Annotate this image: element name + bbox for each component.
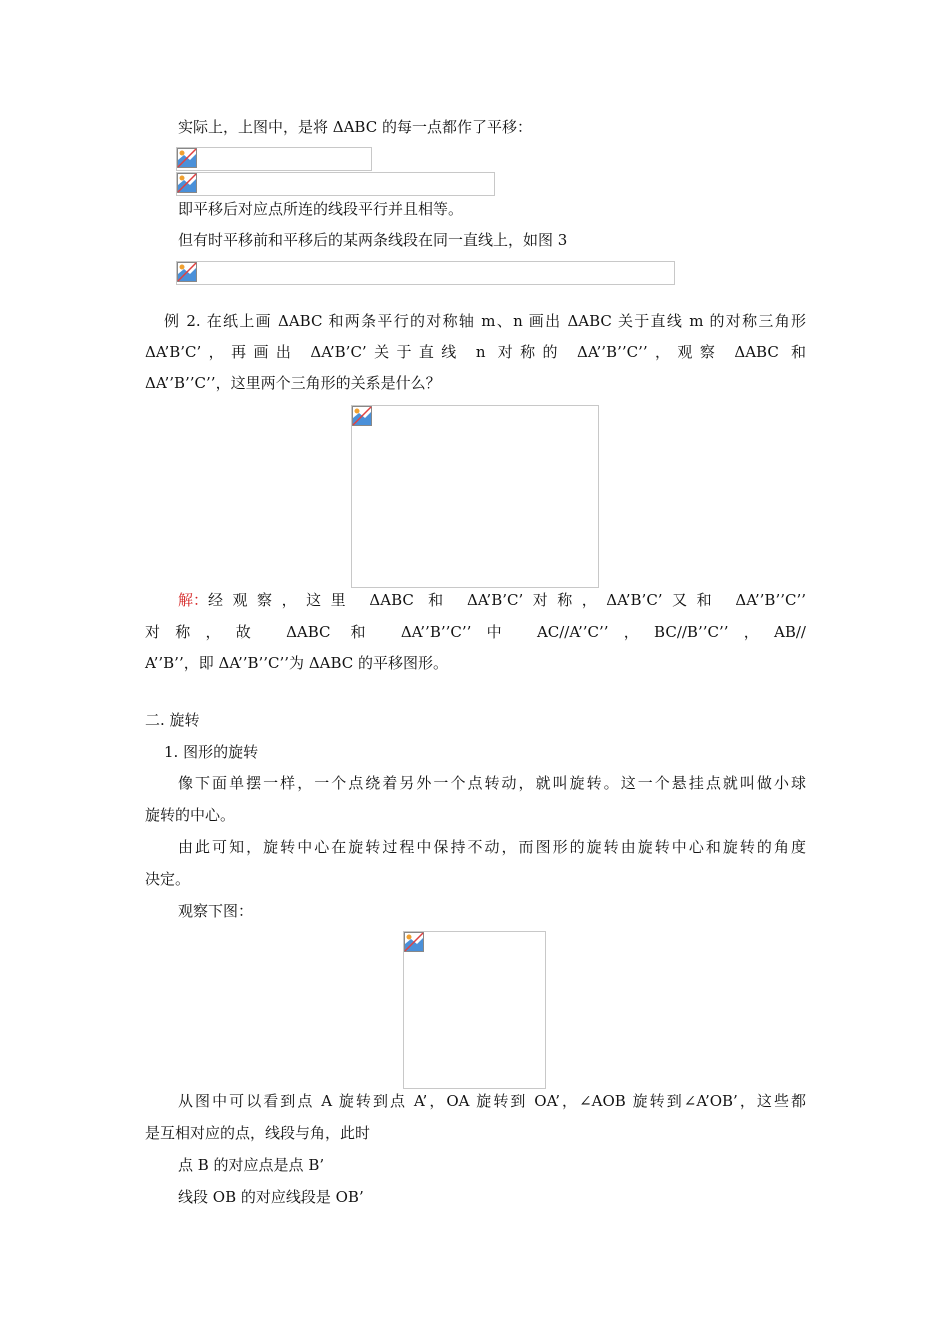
paragraph-translation-intro: 实际上，上图中，是将 ΔABC 的每一点都作了平移：: [178, 118, 532, 136]
rotation-para4-line1: 从图中可以看到点 A 旋转到点 A’，OA 旋转到 OA’，∠AOB 旋转到∠A’OB’，这些都: [178, 1092, 806, 1110]
solution-label: 解：: [178, 591, 209, 609]
example2-line1: 例 2. 在纸上画 ΔABC 和两条平行的对称轴 m、n 画出 ΔABC 关于直线 m 的对称三角形: [164, 312, 806, 330]
example2-line2: ΔA’B’C’，再画出 ΔA’B’C’关于直线 n 对称的 ΔA’’B’’C’’，观察 ΔABC 和: [145, 343, 806, 361]
broken-image-icon: [177, 262, 197, 282]
example2-line3: ΔA’’B’’C’’，这里两个三角形的关系是什么？: [145, 374, 441, 392]
section-heading-rotation: 二. 旋转: [145, 711, 200, 729]
image-placeholder-rotation: [403, 931, 546, 1089]
image-placeholder-1: [176, 147, 372, 171]
image-placeholder-figure3: [176, 261, 675, 285]
broken-image-icon: [352, 406, 372, 426]
broken-image-icon: [404, 932, 424, 952]
rotation-para2-line2: 决定。: [145, 870, 191, 888]
rotation-para4-line2: 是互相对应的点，线段与角，此时: [145, 1124, 371, 1142]
solution-line1: 经观察，这里 ΔABC 和 ΔA’B’C’对称，ΔA’B’C’又和 ΔA’’B’’C’’: [208, 591, 806, 609]
paragraph-same-line: 但有时平移前和平移后的某两条线段在同一直线上，如图 3: [178, 231, 568, 249]
solution-line3: A’’B’’，即 ΔA’’B’’C’’为 ΔABC 的平移图形。: [145, 654, 449, 672]
rotation-para1-line2: 旋转的中心。: [145, 806, 236, 824]
broken-image-icon: [177, 173, 197, 193]
image-placeholder-2: [176, 172, 495, 196]
observe-figure-text: 观察下图：: [178, 902, 254, 920]
rotation-para2-line1: 由此可知，旋转中心在旋转过程中保持不动，而图形的旋转由旋转中心和旋转的角度: [178, 838, 806, 856]
solution-line1-row: [178, 590, 806, 610]
broken-image-icon: [177, 148, 197, 168]
corresponding-segment-text: 线段 OB 的对应线段是 OB’: [178, 1188, 364, 1206]
paragraph-parallel-equal: 即平移后对应点所连的线段平行并且相等。: [178, 200, 464, 218]
subheading-figure-rotation: 1. 图形的旋转: [164, 743, 259, 761]
image-placeholder-example2: [351, 405, 599, 588]
rotation-para1-line1: 像下面单摆一样，一个点绕着另外一个点转动，就叫旋转。这一个悬挂点就叫做小球: [178, 774, 806, 792]
corresponding-point-text: 点 B 的对应点是点 B’: [178, 1156, 325, 1174]
solution-line2: 对称，故 ΔABC 和 ΔA’’B’’C’’中 AC//A’’C’’，BC//B’’C’’，AB//: [145, 623, 806, 641]
